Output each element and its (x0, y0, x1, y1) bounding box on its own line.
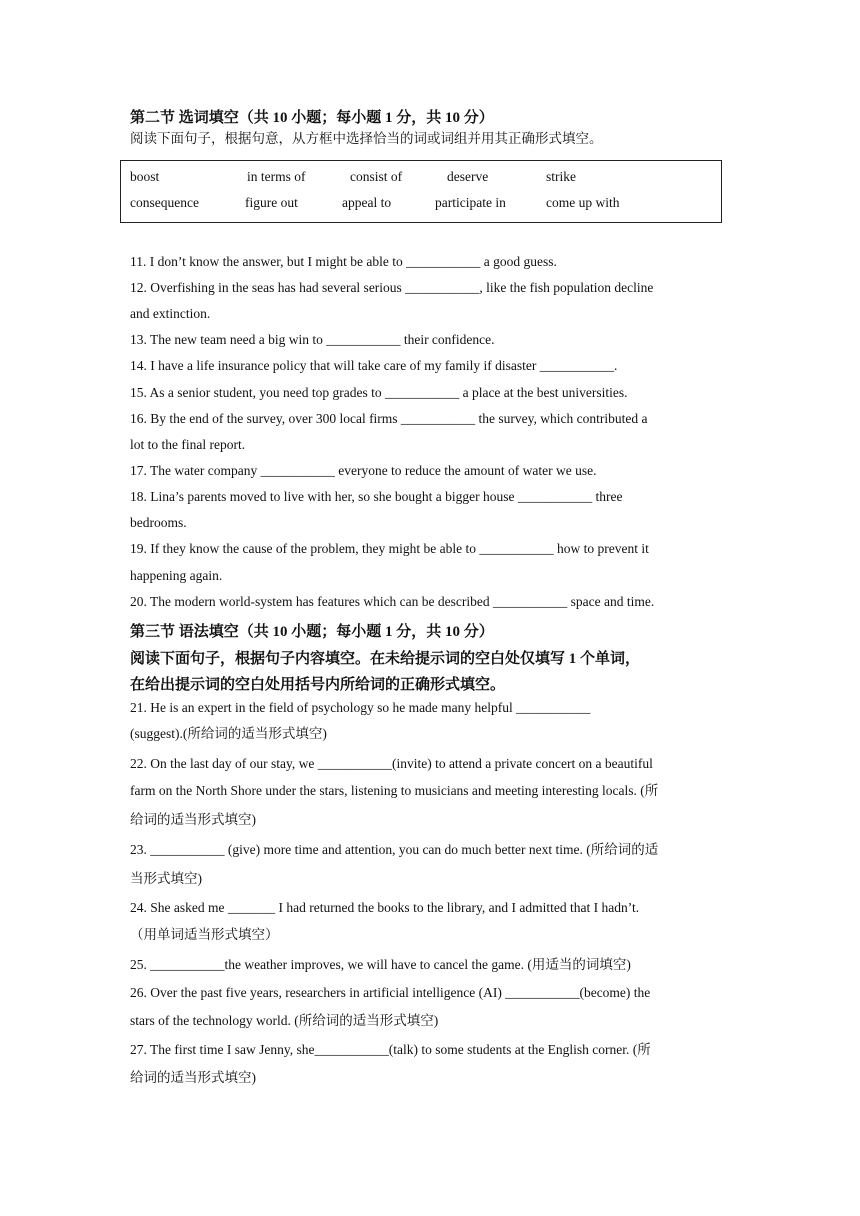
question-line: stars of the technology world. (所给词的适当形式填空) (130, 1013, 439, 1028)
question-line: 15. As a senior student, you need top grades to ___________ a place at the best universities. (130, 385, 628, 400)
question-line: 23. ___________ (give) more time and attention, you can do much better next time. (所给词的适 (130, 842, 659, 857)
word-bank-item: strike (546, 169, 576, 184)
question-line: and extinction. (130, 306, 211, 321)
section2-instruction: 阅读下面句子，根据句意，从方框中选择恰当的词或词组并用其正确形式填空。 (130, 131, 603, 146)
question-line: 16. By the end of the survey, over 300 local firms ___________ the survey, which contributed a (130, 411, 648, 426)
question-line: 24. She asked me _______ I had returned the books to the library, and I admitted that I hadn’t. (130, 900, 640, 915)
word-bank-item: boost (130, 169, 160, 184)
question-line: 给词的适当形式填空) (130, 1070, 256, 1085)
word-bank-item: consist of (350, 169, 403, 184)
word-bank-item: consequence (130, 195, 199, 210)
word-bank-item: deserve (447, 169, 489, 184)
question-line: 21. He is an expert in the field of psychology so he made many helpful ___________ (130, 700, 591, 715)
question-line: 22. On the last day of our stay, we ___________(invite) to attend a private concert on a beautiful (130, 756, 653, 771)
question-line: 19. If they know the cause of the problem, they might be able to ___________ how to prevent it (130, 541, 649, 556)
question-line: bedrooms. (130, 515, 187, 530)
question-line: 14. I have a life insurance policy that will take care of my family if disaster ___________. (130, 358, 618, 373)
section3-title: 第三节 语法填空（共 10 小题；每小题 1 分，共 10 分） (130, 624, 494, 640)
question-line: farm on the North Shore under the stars, listening to musicians and meeting interesting locals. (所 (130, 783, 659, 798)
question-line: 26. Over the past five years, researchers in artificial intelligence (AI) ___________(become) the (130, 985, 651, 1000)
word-bank-box (120, 160, 722, 223)
question-line: 13. The new team need a big win to ___________ their confidence. (130, 332, 495, 347)
question-line: 18. Lina’s parents moved to live with her, so she bought a bigger house ___________ three (130, 489, 623, 504)
question-line: 25. ___________the weather improves, we will have to cancel the game. (用适当的词填空) (130, 957, 631, 972)
question-line: 27. The first time I saw Jenny, she___________(talk) to some students at the English corner. (所 (130, 1042, 651, 1057)
question-line: 17. The water company ___________ everyone to reduce the amount of water we use. (130, 463, 597, 478)
question-line: 20. The modern world-system has features which can be described ___________ space and time. (130, 594, 655, 609)
word-bank-item: participate in (435, 195, 506, 210)
section3-instruction: 在给出提示词的空白处用括号内所给词的正确形式填空。 (130, 677, 506, 693)
section2-title: 第二节 选词填空（共 10 小题；每小题 1 分，共 10 分） (130, 110, 494, 126)
question-line: 11. I don’t know the answer, but I might be able to ___________ a good guess. (130, 254, 557, 269)
question-line: 当形式填空) (130, 871, 202, 886)
question-line: happening again. (130, 568, 223, 583)
question-line: 给词的适当形式填空) (130, 812, 256, 827)
question-line: lot to the final report. (130, 437, 246, 452)
word-bank-item: come up with (546, 195, 620, 210)
question-line: （用单词适当形式填空） (130, 927, 279, 942)
word-bank-item: appeal to (342, 195, 392, 210)
section3-instruction: 阅读下面句子，根据句子内容填空。在未给提示词的空白处仅填写 1 个单词， (130, 651, 641, 667)
word-bank-item: in terms of (247, 169, 306, 184)
question-line: 12. Overfishing in the seas has had several serious ___________, like the fish population decline (130, 280, 654, 295)
question-line: (suggest).(所给词的适当形式填空) (130, 726, 327, 741)
word-bank-item: figure out (245, 195, 298, 210)
